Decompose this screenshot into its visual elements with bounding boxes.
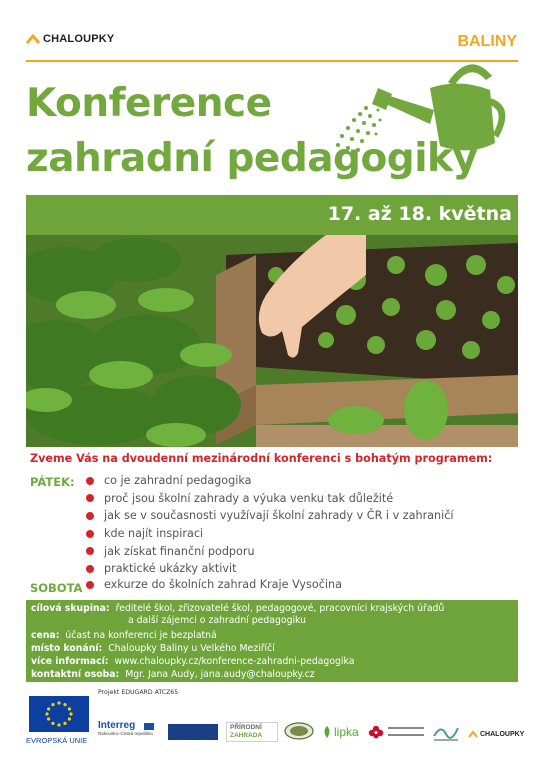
saturday-list <box>86 576 342 594</box>
project-label: Projekt EDUGARD ATCZ65 <box>98 689 179 696</box>
interreg-logo: Interreg Rakousko–Česká republika <box>98 720 153 736</box>
location-label: BALINY <box>457 33 517 50</box>
list-item: praktické ukázky aktivit <box>86 560 453 578</box>
target-group-continued: a další zájemci o zahradní pedagogiku <box>128 615 307 626</box>
list-item: kde najít inspiraci <box>86 525 453 543</box>
friday-day: PÁTEK <box>30 475 70 489</box>
chaloupky-roof-icon <box>26 33 40 45</box>
list-item: exkurze do školních zahrad Kraje Vysočina <box>86 576 342 594</box>
more-info-link[interactable]: www.chaloupky.cz/konference-zahradni-pedagogika <box>114 656 355 667</box>
friday-label <box>30 471 75 490</box>
partner-wave-icon <box>432 722 460 742</box>
bullet-icon <box>86 581 94 589</box>
bullet-icon <box>86 512 94 520</box>
contact-person: kontaktní osoba: Mgr. Jana Audy, jana.audy@chaloupky.cz <box>31 669 315 680</box>
bullet-icon <box>86 565 94 573</box>
bullet-icon <box>86 530 94 538</box>
eu-flag-icon <box>29 696 89 732</box>
prirodni-zahrada-logo: PŘÍRODNÍ ZAHRADA <box>226 722 278 742</box>
friday-list <box>86 472 453 578</box>
venue: místo konání: Chaloupky Baliny u Velkého Meziříčí <box>31 643 275 654</box>
invitation-text: Zveme Vás na dvoudenní mezinárodní konferenci s bohatým programem: <box>30 452 493 465</box>
more-info: více informací: www.chaloupky.cz/konference-zahradni-pedagogika <box>31 656 355 667</box>
chaloupky-brand-text: CHALOUPKY <box>43 33 115 45</box>
saturday-label: SOBOTA <box>30 581 83 595</box>
chaloupky-footer-logo: CHALOUPKY <box>468 730 524 738</box>
friday-colon: : <box>70 475 75 489</box>
price: cena: účast na konferenci je bezplatná <box>31 630 217 641</box>
contact-email[interactable]: Mgr. Jana Audy, jana.audy@chaloupky.cz <box>125 669 315 680</box>
eu-label: EVROPSKÁ UNIE <box>26 736 88 745</box>
list-item: jak se v současnosti využívají školní zahrady v ČR i v zahraničí <box>86 507 453 525</box>
chaloupky-roof-icon <box>468 730 478 738</box>
flower-icon <box>368 725 384 739</box>
emblem-icon <box>284 722 314 740</box>
list-item: co je zahradní pedagogika <box>86 472 453 490</box>
event-date: 17. až 18. května <box>327 203 512 225</box>
partner-logo-blue <box>168 724 218 740</box>
leaf-icon <box>322 726 332 738</box>
bullet-icon <box>86 477 94 485</box>
lipka-logo: lipka <box>322 725 359 739</box>
eu-mini-flag-icon <box>144 723 154 730</box>
list-item: jak získat finanční podporu <box>86 542 453 560</box>
bullet-icon <box>86 494 94 502</box>
bullet-icon <box>86 547 94 555</box>
partner-logo-text <box>388 727 424 736</box>
title-line-1: Konference <box>26 81 272 126</box>
list-item: proč jsou školní zahrady a výuka venku tak důležité <box>86 490 453 508</box>
target-group: cílová skupina: ředitelé škol, zřizovatelé škol, pedagogové, pracovníci krajských úřadů <box>31 603 445 614</box>
title-line-2: zahradní pedagogiky <box>26 136 478 181</box>
garden-photo <box>26 235 518 447</box>
chaloupky-logo <box>26 33 114 45</box>
